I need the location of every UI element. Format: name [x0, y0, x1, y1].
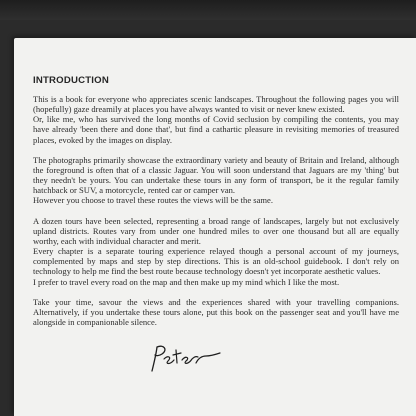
- paragraph-line: I prefer to travel every road on the map and then make up my mind which I like the most.: [33, 276, 340, 287]
- paragraph-2: [33, 155, 399, 206]
- handwritten-signature: [146, 341, 224, 379]
- paragraph-1: [33, 94, 399, 145]
- paragraph-line: The photographs primarily showcase the extraordinary variety and beauty of Britain and Ireland, although the foreground is often that of a classic Jaguar. You will soon understand that Jaguars are my 'thing' but they needn't be yours. You can undertake these tours in any form of transport, be it the regular family hatchback or SUV, a motorcycle, rented car or camper van.: [33, 154, 399, 196]
- paragraph-line: Or, like me, who has survived the long months of Covid seclusion by compiling the contents, you may have already 'been there and done that', but find a cathartic pleasure in revisiting memories of treasured places, evoked by the images on display.: [33, 114, 399, 145]
- paragraph-line: Every chapter is a separate touring experience relayed though a personal account of my journeys, complemented by maps and step by step directions. This is an old-school guidebook. I don't rely on technology to help me find the best route because technology doesn't yet incorporate aesthetic values.: [33, 246, 399, 277]
- paragraph-4: [33, 297, 399, 327]
- body-text: [33, 94, 399, 337]
- background-surface: [0, 0, 416, 20]
- paragraph-line: A dozen tours have been selected, representing a broad range of landscapes, largely but not exclusively upland districts. Routes vary from under one hundred miles to over one thousand but all are equally worthy, each with individual character and merit.: [33, 215, 399, 246]
- section-heading: INTRODUCTION: [33, 75, 109, 86]
- paragraph-line: Take your time, savour the views and the experiences shared with your travelling companions. Alternatively, if you undertake these tours alone, put this book on the passenger seat and you'll have me alongside in companionable silence.: [33, 296, 399, 327]
- paragraph-3: [33, 216, 399, 287]
- book-page: [14, 38, 416, 416]
- paragraph-line: This is a book for everyone who appreciates scenic landscapes. Throughout the following pages you will (hopefully) gaze dreamily at places you have always wanted to visit or never knew existed.: [33, 94, 399, 115]
- paragraph-line: However you choose to travel these routes the views will be the same.: [33, 195, 273, 206]
